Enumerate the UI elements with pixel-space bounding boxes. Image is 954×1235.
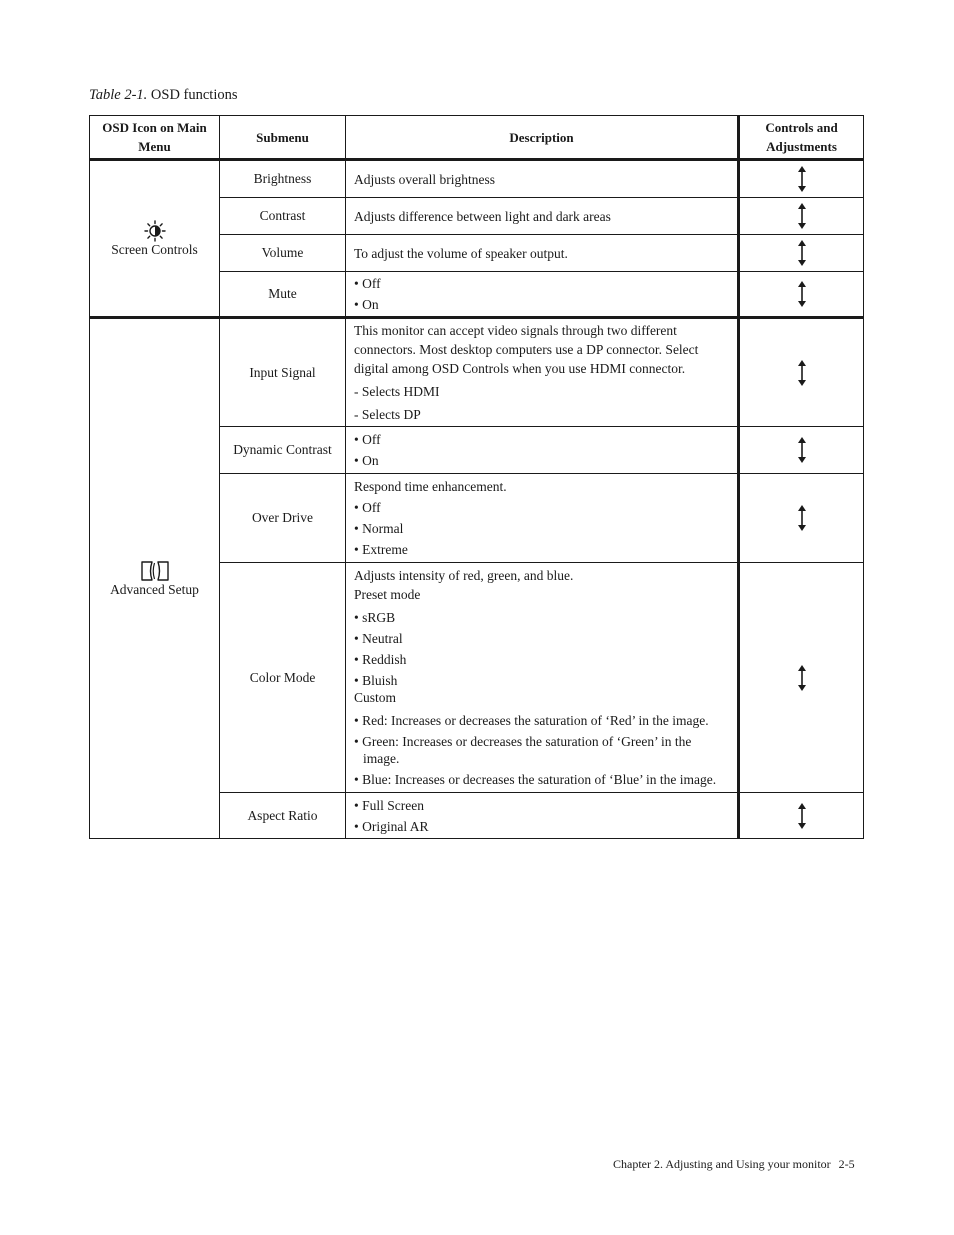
table-number: Table 2-1.: [89, 87, 148, 103]
control-cell: [739, 563, 864, 793]
footer-chapter: Chapter 2. Adjusting and Using your monitor: [613, 1157, 831, 1171]
description-cell: [346, 427, 739, 474]
footer-page-number: 2-5: [838, 1157, 855, 1171]
description-line: Respond time enhancement.: [354, 479, 507, 494]
submenu-color-mode: Color Mode: [220, 563, 346, 793]
control-cell: [739, 272, 864, 318]
control-cell: [739, 235, 864, 272]
table-caption: [89, 87, 238, 104]
description-line: • Off: [354, 432, 381, 447]
description-line: • Original AR: [354, 818, 429, 834]
description-cell: [346, 563, 739, 793]
submenu-aspect-ratio: Aspect Ratio: [220, 793, 346, 839]
up-down-arrow-icon: [797, 203, 807, 229]
control-cell: [739, 318, 864, 427]
description-line: • Green: Increases or decreases the saturation of ‘Green’ in the image.: [354, 734, 692, 766]
submenu-mute: Mute: [220, 272, 346, 318]
group-label: Advanced Setup: [110, 581, 199, 597]
group-advanced-setup: [90, 318, 220, 839]
description-cell: [346, 318, 739, 427]
up-down-arrow-icon: [797, 240, 807, 266]
header-controls: Controls and Adjustments: [739, 116, 864, 160]
up-down-arrow-icon: [797, 665, 807, 691]
description-line: • Off: [354, 500, 381, 515]
up-down-arrow-icon: [797, 505, 807, 531]
description-line: • Blue: Increases or decreases the saturation of ‘Blue’ in the image.: [354, 772, 717, 787]
control-cell: [739, 427, 864, 474]
control-cell: [739, 793, 864, 839]
description-line: - Selects HDMI: [354, 384, 440, 399]
description-line: • Extreme: [354, 542, 408, 557]
control-cell: [739, 474, 864, 563]
up-down-arrow-icon: [797, 281, 807, 307]
table-row: [90, 160, 864, 198]
description-line: • On: [354, 453, 379, 468]
description-line: • Normal: [354, 521, 404, 536]
description-line: • Reddish: [354, 652, 407, 667]
osd-functions-table: [89, 115, 864, 839]
submenu-over-drive: Over Drive: [220, 474, 346, 563]
description-line: • Full Screen: [354, 797, 424, 813]
description-cell: [346, 793, 739, 839]
description-line: • On: [354, 297, 379, 312]
description-line: • Bluish: [354, 673, 398, 688]
description-line: Custom: [354, 690, 397, 705]
group-screen-controls: [90, 160, 220, 318]
description-line: • Off: [354, 276, 381, 291]
up-down-arrow-icon: [797, 437, 807, 463]
description-line: To adjust the volume of speaker output.: [354, 245, 568, 261]
description-line: Adjusts intensity of red, green, and blue.: [354, 568, 574, 583]
brightness-icon: [90, 220, 219, 242]
description-line: Adjusts overall brightness: [354, 171, 495, 187]
description-cell: [346, 272, 739, 318]
group-label: Screen Controls: [111, 241, 198, 257]
submenu-contrast: Contrast: [220, 198, 346, 235]
description-cell: [346, 235, 739, 272]
header-row: [90, 116, 864, 160]
header-submenu: Submenu: [220, 116, 346, 160]
description-cell: [346, 198, 739, 235]
submenu-brightness: Brightness: [220, 160, 346, 198]
up-down-arrow-icon: [797, 166, 807, 192]
advanced-setup-icon: [90, 560, 219, 582]
description-cell: [346, 474, 739, 563]
description-line: This monitor can accept video signals through two different connectors. Most desktop computers use a DP connector. Select digital among OSD Controls when you use HDMI connector.: [354, 323, 699, 376]
description-line: Preset mode: [354, 587, 421, 602]
description-line: - Selects DP: [354, 407, 421, 422]
header-icon: OSD Icon on Main Menu: [90, 116, 220, 160]
description-line: • Neutral: [354, 631, 403, 646]
description-line: Adjusts difference between light and dark areas: [354, 208, 611, 224]
submenu-dynamic-contrast: Dynamic Contrast: [220, 427, 346, 474]
table-row: [90, 318, 864, 427]
up-down-arrow-icon: [797, 360, 807, 386]
page-footer: [613, 1157, 855, 1172]
header-description: Description: [346, 116, 739, 160]
table-title: OSD functions: [150, 87, 238, 103]
submenu-volume: Volume: [220, 235, 346, 272]
description-line: • Red: Increases or decreases the saturation of ‘Red’ in the image.: [354, 713, 709, 728]
submenu-input-signal: Input Signal: [220, 318, 346, 427]
up-down-arrow-icon: [797, 803, 807, 829]
description-cell: [346, 160, 739, 198]
control-cell: [739, 198, 864, 235]
control-cell: [739, 160, 864, 198]
description-line: • sRGB: [354, 610, 396, 625]
